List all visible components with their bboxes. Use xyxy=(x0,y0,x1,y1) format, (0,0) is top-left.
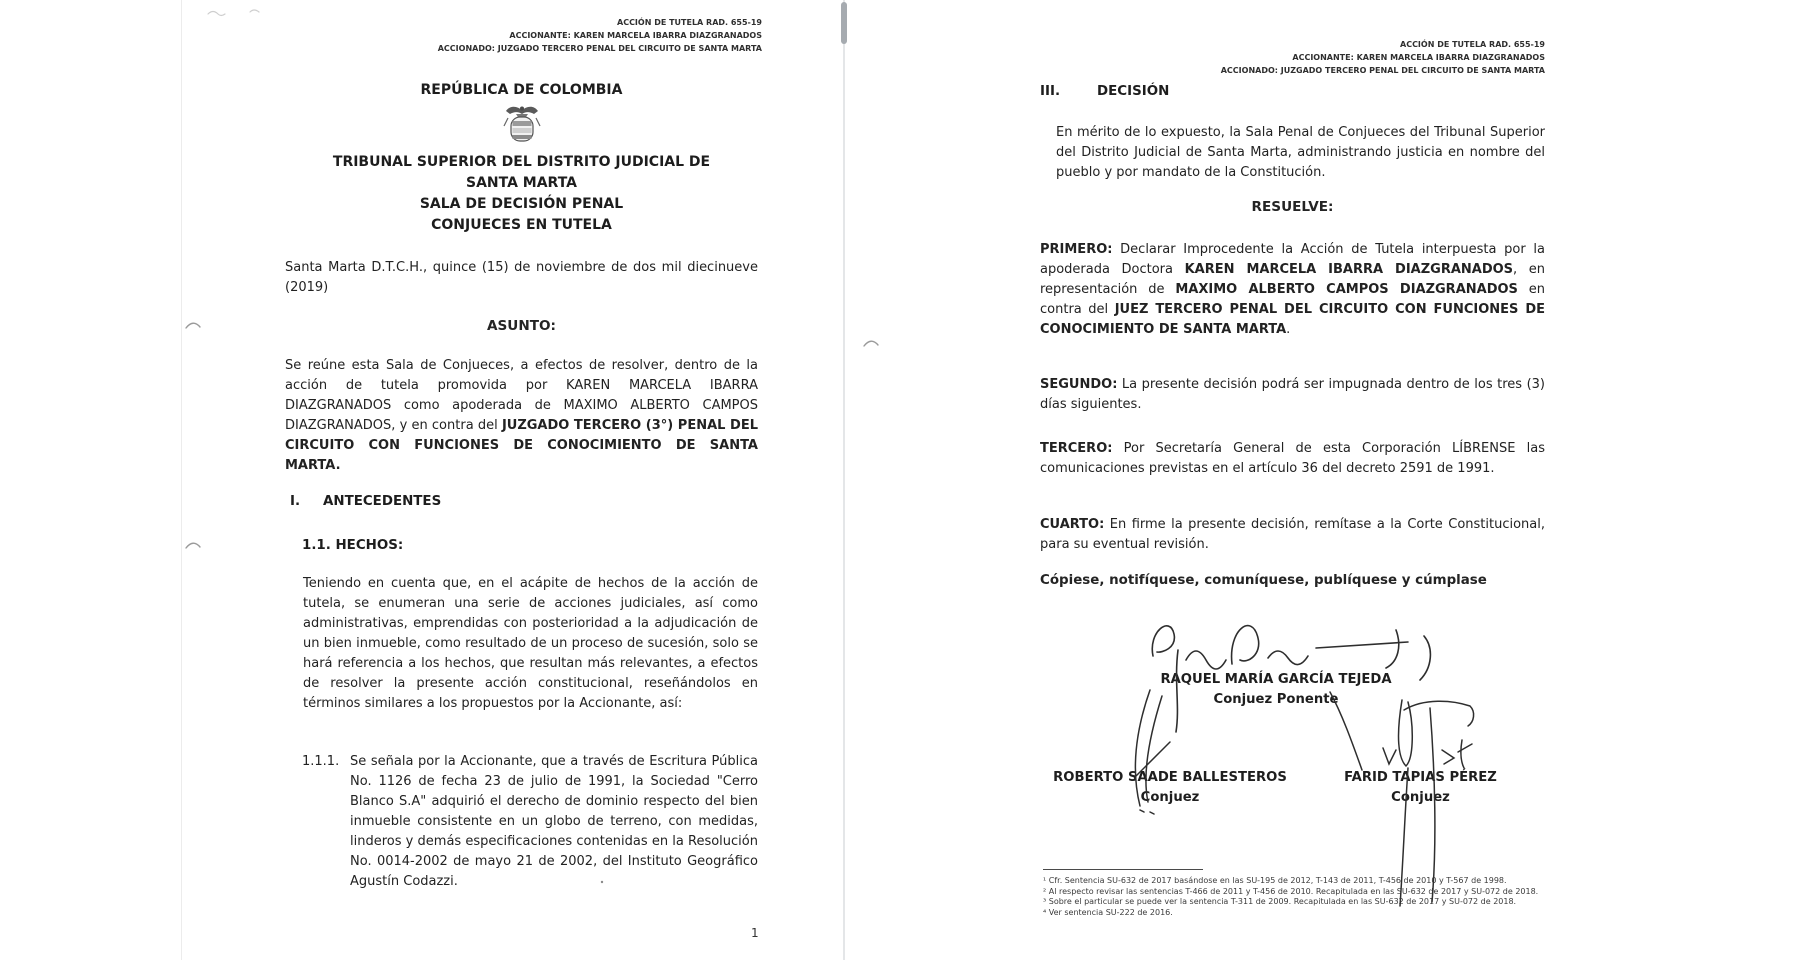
signer-conjuez-1 xyxy=(1040,768,1300,808)
tercero-paragraph xyxy=(1040,439,1545,479)
accionante: ACCIONANTE: KAREN MARCELA IBARRA DIAZGRANADOS xyxy=(1292,53,1545,62)
case-number: ACCIÓN DE TUTELA RAD. 655-19 xyxy=(617,18,762,27)
court-line-3: SALA DE DECISIÓN PENAL xyxy=(419,196,624,212)
signer-role: Conjuez Ponente xyxy=(1213,692,1339,707)
cuarto-text: En firme la presente decisión, remítase a la Corte Constitucional, para su eventual revisión. xyxy=(1040,517,1545,552)
title-block xyxy=(285,82,758,236)
decision-label: DECISIÓN xyxy=(1097,84,1170,99)
asunto-paragraph xyxy=(285,356,758,476)
hechos-heading: 1.1. HECHOS: xyxy=(302,538,404,553)
signer-name: ROBERTO SAADE BALLESTEROS xyxy=(1053,770,1287,785)
primero-bold-2: MAXIMO ALBERTO CAMPOS DIAZGRANADOS xyxy=(1175,282,1518,297)
segundo-text: La presente decisión podrá ser impugnada dentro de los tres (3) días siguientes. xyxy=(1040,377,1545,412)
signer-role: Conjuez xyxy=(1140,790,1200,805)
court-title xyxy=(285,152,758,236)
asunto-text: Se reúne esta Sala de Conjueces, a efectos de resolver, dentro de la acción de tutela promovida por KAREN MARCELA IBARRA DIAZGRANADOS como apoderada de MAXIMO ALBERTO CAMPOS DIAZGRANADOS, y en contra del xyxy=(285,358,758,433)
primero-paragraph xyxy=(1040,240,1545,340)
signer-name: RAQUEL MARÍA GARCÍA TEJEDA xyxy=(1160,672,1392,687)
tercero-text: Por Secretaría General de esta Corporación LÍBRENSE las comunicaciones previstas en el artículo 36 del decreto 2591 de 1991. xyxy=(1040,441,1545,476)
tercero-label: TERCERO: xyxy=(1040,441,1113,456)
primero-text-4: . xyxy=(1286,322,1291,337)
page-2 xyxy=(845,0,1796,960)
accionante: ACCIONANTE: KAREN MARCELA IBARRA DIAZGRANADOS xyxy=(509,31,762,40)
primero-bold-3: JUEZ TERCERO PENAL DEL CIRCUITO CON FUNCIONES DE CONOCIMIENTO DE SANTA MARTA xyxy=(1040,302,1545,337)
asunto-heading: ASUNTO: xyxy=(487,318,556,334)
segundo-label: SEGUNDO: xyxy=(1040,377,1118,392)
asunto-bold-text: JUZGADO TERCERO (3°) PENAL DEL CIRCUITO CON FUNCIONES DE CONOCIMIENTO DE SANTA MARTA. xyxy=(285,418,758,473)
closing-order: Cópiese, notifíquese, comuníquese, publíquese y cúmplase xyxy=(1040,573,1487,588)
primero-label: PRIMERO: xyxy=(1040,242,1113,257)
court-line-2: SANTA MARTA xyxy=(465,175,578,191)
page-1 xyxy=(181,0,843,960)
primero-text-2: , en representación de xyxy=(1040,262,1545,297)
signer-role: Conjuez xyxy=(1391,790,1450,805)
item-number: 1.1.1. xyxy=(302,754,340,769)
primero-bold-1: KAREN MARCELA IBARRA DIAZGRANADOS xyxy=(1184,262,1514,277)
signer-conjuez-2 xyxy=(1318,768,1523,808)
signer-ponente xyxy=(1076,670,1476,710)
coat-of-arms-icon xyxy=(285,102,758,148)
antecedentes-label: ANTECEDENTES xyxy=(323,494,442,509)
page-number: 1 xyxy=(751,926,759,940)
decision-heading xyxy=(1040,84,1169,99)
decision-number: III. xyxy=(1040,84,1061,99)
accionado: ACCIONADO: JUZGADO TERCERO PENAL DEL CIRCUITO DE SANTA MARTA xyxy=(437,44,762,53)
footnotes xyxy=(1043,876,1553,918)
antecedentes-heading xyxy=(290,494,441,509)
resuelve-heading: RESUELVE: xyxy=(1251,199,1334,215)
dateline: Santa Marta D.T.C.H., quince (15) de noviembre de dos mil diecinueve (2019) xyxy=(285,260,758,295)
primero-text-3: en contra del xyxy=(1040,282,1545,317)
court-line-4: CONJUECES EN TUTELA xyxy=(431,217,612,233)
case-number: ACCIÓN DE TUTELA RAD. 655-19 xyxy=(1400,40,1545,49)
footnote-2: ² Al respecto revisar las sentencias T-466 de 2011 y T-456 de 2010. Recapitulada en las SU-632 de 2017 y SU-072 de 2018. xyxy=(1043,886,1539,896)
footnote-rule xyxy=(1043,869,1203,870)
item-1-1-1 xyxy=(302,752,758,892)
cuarto-paragraph xyxy=(1040,515,1545,555)
republic-title: REPÚBLICA DE COLOMBIA xyxy=(420,82,623,98)
signer-name: FARID TAPIAS PÉREZ xyxy=(1344,770,1497,785)
cuarto-label: CUARTO: xyxy=(1040,517,1105,532)
court-line-1: TRIBUNAL SUPERIOR DEL DISTRITO JUDICIAL DE xyxy=(332,154,711,170)
decision-paragraph: En mérito de lo expuesto, la Sala Penal de Conjueces del Tribunal Superior del Distrito Judicial de Santa Marta, administrando justicia en nombre del pueblo y por mandato de la Constitución. xyxy=(1056,125,1545,180)
item-text: Se señala por la Accionante, que a través de Escritura Pública No. 1126 de fecha 23 de julio de 1991, la Sociedad "Cerro Blanco S.A" adquirió el derecho de dominio respecto del bien inmueble consistente en un globo de terreno, con medidas, linderos y demás especificaciones contenidas en la Resolución No. 0014-2002 de mayo 21 de 2002, del Instituto Geográfico Agustín Codazzi. xyxy=(350,754,758,889)
hechos-paragraph: Teniendo en cuenta que, en el acápite de hechos de la acción de tutela, se enumeran una serie de acciones judiciales, así como administrativas, emprendidas con posterioridad a la adjudicación de un bien inmueble, como resultado de un proceso de sucesión, solo se hará referencia a los hechos, que resultan más relevantes, a efectos de resolver la presente acción constitucional, reseñándolos en términos similares a los propuestos por la Accionante, así: xyxy=(303,576,758,711)
accionado: ACCIONADO: JUZGADO TERCERO PENAL DEL CIRCUITO DE SANTA MARTA xyxy=(1220,66,1545,75)
footnote-1: ¹ Cfr. Sentencia SU-632 de 2017 basándose en las SU-195 de 2012, T-143 de 2011, T-456 de 2010 y T-567 de 1998. xyxy=(1043,876,1507,885)
footnote-3: ³ Sobre el particular se puede ver la sentencia T-311 de 2009. Recapitulada en las SU-632 de 2017 y SU-072 de 2018. xyxy=(1043,897,1517,906)
segundo-paragraph xyxy=(1040,375,1545,415)
antecedentes-number: I. xyxy=(290,494,301,509)
case-header-left xyxy=(402,16,762,55)
case-header-right xyxy=(1145,38,1545,77)
footnote-4: ⁴ Ver sentencia SU-222 de 2016. xyxy=(1043,907,1173,917)
primero-text: Declarar Improcedente la Acción de Tutela interpuesta por la apoderada Doctora xyxy=(1040,242,1545,277)
